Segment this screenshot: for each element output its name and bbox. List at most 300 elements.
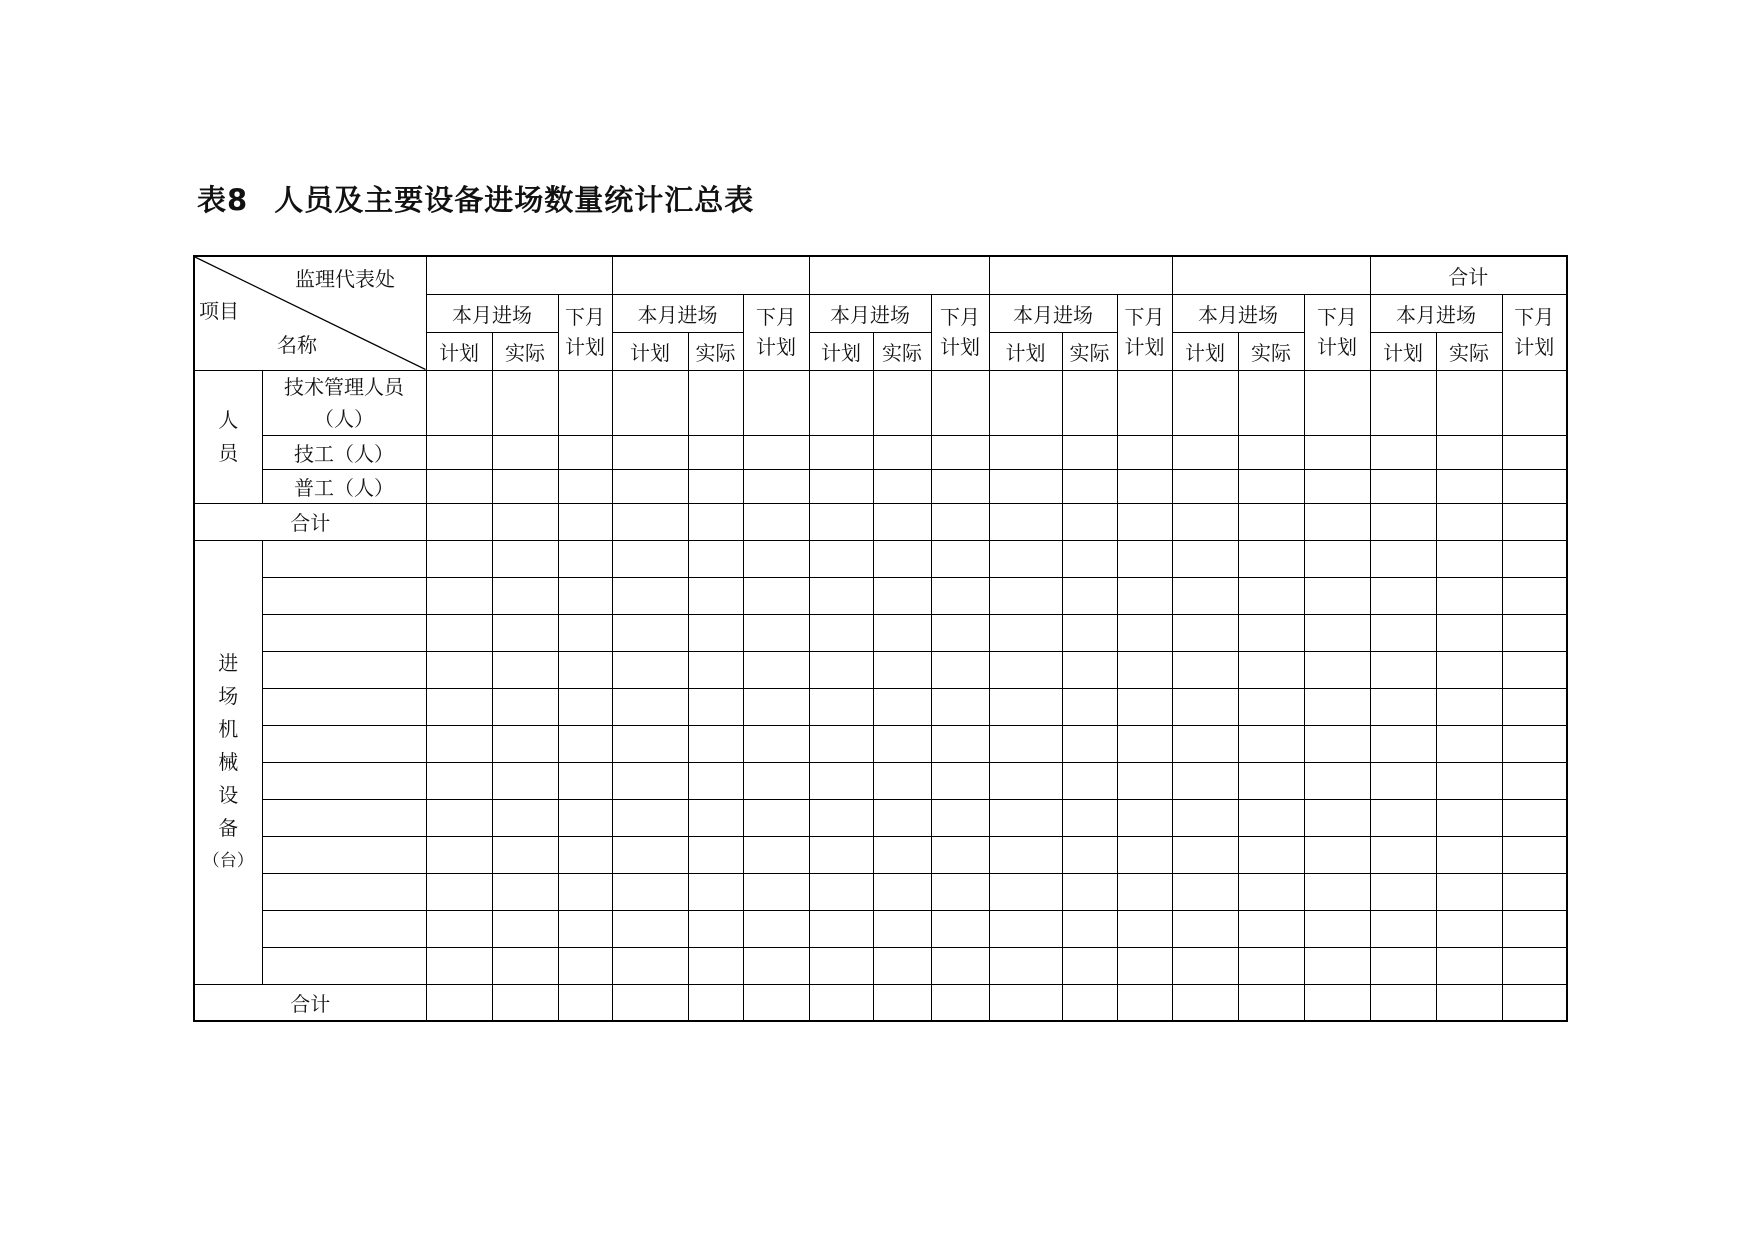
data-cell: [743, 651, 809, 688]
header-next-month-line2: 计划: [565, 335, 605, 359]
data-cell: [989, 947, 1062, 984]
data-cell: [1062, 651, 1117, 688]
equipment-total-label: 合计: [194, 984, 426, 1021]
data-cell: [1238, 836, 1304, 873]
data-cell: [1117, 577, 1172, 614]
data-cell: [873, 370, 931, 435]
data-cell: [612, 762, 688, 799]
equipment-group-char: 进: [218, 650, 239, 675]
data-cell: [492, 435, 558, 469]
data-cell: [931, 799, 989, 836]
data-cell: [1062, 540, 1117, 577]
data-cell: [492, 688, 558, 725]
data-cell: [1370, 614, 1436, 651]
data-cell: [1304, 762, 1370, 799]
table-row: [194, 651, 1567, 688]
data-cell: [1502, 503, 1567, 540]
data-cell: [743, 435, 809, 469]
data-cell: [426, 577, 492, 614]
data-cell: [1436, 688, 1502, 725]
data-cell: [1370, 725, 1436, 762]
header-total-group: 合计: [1370, 256, 1567, 294]
data-cell: [612, 435, 688, 469]
equipment-group-label: [194, 540, 262, 984]
data-cell: [1436, 503, 1502, 540]
data-cell: [1304, 503, 1370, 540]
data-cell: [931, 725, 989, 762]
data-cell: [1117, 873, 1172, 910]
data-cell: [1238, 873, 1304, 910]
data-cell: [931, 577, 989, 614]
data-cell: [873, 947, 931, 984]
table-row: [194, 688, 1567, 725]
header-office-cell: [1172, 256, 1370, 294]
data-cell: [688, 799, 743, 836]
data-cell: [989, 688, 1062, 725]
table-row: [194, 577, 1567, 614]
equipment-name-cell: [262, 873, 426, 910]
header-item: 项目: [199, 299, 239, 323]
data-cell: [558, 762, 612, 799]
data-cell: [426, 503, 492, 540]
personnel-row-label: 技工（人）: [262, 435, 426, 469]
data-cell: [1436, 577, 1502, 614]
table-row: [194, 947, 1567, 984]
data-cell: [1117, 984, 1172, 1021]
data-cell: [688, 540, 743, 577]
table-row: [194, 469, 1567, 503]
data-cell: [743, 577, 809, 614]
data-cell: [1304, 540, 1370, 577]
data-cell: [743, 947, 809, 984]
data-cell: [558, 873, 612, 910]
data-cell: [492, 799, 558, 836]
data-cell: [989, 799, 1062, 836]
data-cell: [989, 614, 1062, 651]
data-cell: [1436, 370, 1502, 435]
data-cell: [426, 540, 492, 577]
table-row: [194, 984, 1567, 1021]
data-cell: [1370, 469, 1436, 503]
data-cell: [743, 836, 809, 873]
data-cell: [1238, 435, 1304, 469]
data-cell: [1304, 469, 1370, 503]
data-cell: [1172, 540, 1238, 577]
data-cell: [809, 688, 873, 725]
data-cell: [873, 651, 931, 688]
data-cell: [688, 435, 743, 469]
header-next-month-plan: [1502, 294, 1567, 370]
data-cell: [989, 984, 1062, 1021]
data-cell: [931, 947, 989, 984]
data-cell: [809, 614, 873, 651]
data-cell: [492, 614, 558, 651]
table-title: 人员及主要设备进场数量统计汇总表: [274, 183, 755, 217]
data-cell: [1502, 984, 1567, 1021]
data-cell: [1172, 469, 1238, 503]
equipment-name-cell: [262, 762, 426, 799]
data-cell: [612, 370, 688, 435]
personnel-row-label-line2: （人）: [314, 406, 374, 431]
data-cell: [1238, 799, 1304, 836]
data-cell: [1370, 984, 1436, 1021]
header-this-month: 本月进场: [1172, 294, 1304, 332]
equipment-name-cell: [262, 651, 426, 688]
data-cell: [688, 762, 743, 799]
header-next-month-line1: 下月: [1514, 305, 1555, 329]
table-row: [194, 370, 1567, 435]
header-actual: 实际: [873, 332, 931, 370]
data-cell: [931, 614, 989, 651]
data-cell: [492, 947, 558, 984]
data-cell: [688, 577, 743, 614]
header-plan: 计划: [809, 332, 873, 370]
data-cell: [1172, 910, 1238, 947]
page-title: [197, 180, 754, 220]
data-cell: [989, 540, 1062, 577]
data-cell: [1502, 799, 1567, 836]
header-plan: 计划: [612, 332, 688, 370]
data-cell: [1117, 947, 1172, 984]
data-cell: [492, 984, 558, 1021]
data-cell: [1304, 836, 1370, 873]
data-cell: [688, 651, 743, 688]
data-cell: [1238, 725, 1304, 762]
data-cell: [688, 836, 743, 873]
data-cell: [1304, 688, 1370, 725]
data-cell: [989, 762, 1062, 799]
data-cell: [1370, 762, 1436, 799]
data-cell: [1117, 799, 1172, 836]
data-cell: [1304, 577, 1370, 614]
data-cell: [1370, 503, 1436, 540]
personnel-subtotal-label: 合计: [194, 503, 426, 540]
data-cell: [1238, 947, 1304, 984]
data-cell: [426, 947, 492, 984]
data-cell: [492, 577, 558, 614]
data-cell: [1238, 614, 1304, 651]
data-cell: [558, 503, 612, 540]
equipment-name-cell: [262, 947, 426, 984]
data-cell: [1436, 836, 1502, 873]
data-cell: [612, 947, 688, 984]
header-this-month: 本月进场: [612, 294, 743, 332]
data-cell: [1062, 910, 1117, 947]
data-cell: [1304, 370, 1370, 435]
personnel-row-label: [262, 370, 426, 435]
header-this-month: 本月进场: [1370, 294, 1502, 332]
data-cell: [931, 688, 989, 725]
data-cell: [1304, 435, 1370, 469]
data-cell: [809, 762, 873, 799]
data-cell: [809, 370, 873, 435]
data-cell: [873, 469, 931, 503]
data-cell: [612, 725, 688, 762]
data-cell: [492, 503, 558, 540]
personnel-group-char: 人: [218, 407, 239, 432]
data-cell: [612, 799, 688, 836]
data-cell: [931, 370, 989, 435]
data-cell: [931, 873, 989, 910]
data-cell: [931, 910, 989, 947]
data-cell: [1238, 503, 1304, 540]
header-actual: 实际: [688, 332, 743, 370]
data-cell: [688, 725, 743, 762]
data-cell: [873, 725, 931, 762]
data-cell: [1370, 799, 1436, 836]
header-next-month-line1: 下月: [940, 305, 980, 329]
data-cell: [931, 984, 989, 1021]
data-cell: [1502, 762, 1567, 799]
data-cell: [426, 799, 492, 836]
table-row: [194, 435, 1567, 469]
data-cell: [1117, 469, 1172, 503]
data-cell: [1117, 614, 1172, 651]
header-plan: 计划: [989, 332, 1062, 370]
data-cell: [492, 910, 558, 947]
data-cell: [612, 577, 688, 614]
data-cell: [426, 762, 492, 799]
equipment-name-cell: [262, 614, 426, 651]
data-cell: [873, 984, 931, 1021]
table-row: [194, 873, 1567, 910]
equipment-name-cell: [262, 688, 426, 725]
data-cell: [931, 435, 989, 469]
data-cell: [1117, 725, 1172, 762]
statistics-table: [193, 255, 1568, 1022]
data-cell: [873, 435, 931, 469]
data-cell: [931, 651, 989, 688]
data-cell: [1304, 614, 1370, 651]
data-cell: [1172, 725, 1238, 762]
data-cell: [873, 577, 931, 614]
data-cell: [1370, 370, 1436, 435]
header-supervision-office: 监理代表处: [295, 267, 395, 291]
data-cell: [1304, 984, 1370, 1021]
data-cell: [688, 469, 743, 503]
header-actual: 实际: [492, 332, 558, 370]
data-cell: [1436, 984, 1502, 1021]
header-this-month: 本月进场: [809, 294, 931, 332]
table-row: [194, 725, 1567, 762]
data-cell: [1172, 984, 1238, 1021]
data-cell: [743, 910, 809, 947]
header-next-month-plan: [743, 294, 809, 370]
equipment-name-cell: [262, 836, 426, 873]
data-cell: [931, 762, 989, 799]
table-row: [194, 614, 1567, 651]
equipment-name-cell: [262, 725, 426, 762]
data-cell: [1502, 725, 1567, 762]
data-cell: [989, 435, 1062, 469]
table-row: [194, 762, 1567, 799]
data-cell: [612, 651, 688, 688]
data-cell: [1062, 688, 1117, 725]
data-cell: [1172, 503, 1238, 540]
data-cell: [1172, 762, 1238, 799]
data-cell: [873, 910, 931, 947]
data-cell: [809, 540, 873, 577]
data-cell: [809, 725, 873, 762]
data-cell: [1117, 836, 1172, 873]
data-cell: [492, 836, 558, 873]
data-cell: [989, 469, 1062, 503]
data-cell: [1370, 651, 1436, 688]
data-cell: [1062, 799, 1117, 836]
header-next-month-plan: [931, 294, 989, 370]
data-cell: [1238, 984, 1304, 1021]
data-cell: [688, 688, 743, 725]
data-cell: [1172, 947, 1238, 984]
data-cell: [558, 799, 612, 836]
data-cell: [1062, 836, 1117, 873]
data-cell: [873, 540, 931, 577]
data-cell: [1172, 873, 1238, 910]
data-cell: [1304, 947, 1370, 984]
data-cell: [558, 577, 612, 614]
data-cell: [1172, 688, 1238, 725]
header-this-month: 本月进场: [426, 294, 558, 332]
data-cell: [743, 799, 809, 836]
data-cell: [1370, 688, 1436, 725]
data-cell: [612, 469, 688, 503]
data-cell: [612, 873, 688, 910]
header-office-cell: [809, 256, 989, 294]
data-cell: [1370, 435, 1436, 469]
data-cell: [873, 688, 931, 725]
equipment-group-unit: （台）: [202, 850, 254, 871]
data-cell: [989, 370, 1062, 435]
personnel-row-label-line1: 技术管理人员: [284, 374, 404, 399]
equipment-group-char: 设: [218, 782, 239, 807]
data-cell: [989, 577, 1062, 614]
table-row: [194, 503, 1567, 540]
header-name: 名称: [277, 333, 317, 357]
data-cell: [612, 910, 688, 947]
data-cell: [1436, 947, 1502, 984]
data-cell: [1304, 651, 1370, 688]
table-row: [194, 836, 1567, 873]
data-cell: [558, 435, 612, 469]
data-cell: [688, 614, 743, 651]
data-cell: [1502, 614, 1567, 651]
data-cell: [743, 469, 809, 503]
data-cell: [492, 469, 558, 503]
data-cell: [1238, 910, 1304, 947]
data-cell: [809, 910, 873, 947]
data-cell: [743, 984, 809, 1021]
data-cell: [809, 799, 873, 836]
data-cell: [1370, 540, 1436, 577]
data-cell: [1502, 873, 1567, 910]
data-cell: [426, 370, 492, 435]
data-cell: [1502, 435, 1567, 469]
header-plan: 计划: [426, 332, 492, 370]
header-next-month-line2: 计划: [1514, 335, 1555, 359]
data-cell: [426, 873, 492, 910]
data-cell: [1238, 469, 1304, 503]
header-next-month-line1: 下月: [1124, 305, 1165, 329]
data-cell: [1370, 947, 1436, 984]
data-cell: [1062, 469, 1117, 503]
data-cell: [1436, 873, 1502, 910]
data-cell: [1062, 873, 1117, 910]
data-cell: [873, 873, 931, 910]
data-cell: [426, 836, 492, 873]
data-cell: [1238, 540, 1304, 577]
data-cell: [492, 762, 558, 799]
table-row: [194, 910, 1567, 947]
header-plan: 计划: [1172, 332, 1238, 370]
data-cell: [1238, 370, 1304, 435]
header-next-month-line2: 计划: [940, 335, 980, 359]
data-cell: [1436, 762, 1502, 799]
data-cell: [1502, 651, 1567, 688]
data-cell: [492, 370, 558, 435]
data-cell: [426, 984, 492, 1021]
data-cell: [931, 503, 989, 540]
header-next-month-plan: [1304, 294, 1370, 370]
data-cell: [873, 836, 931, 873]
equipment-name-cell: [262, 540, 426, 577]
data-cell: [989, 873, 1062, 910]
data-cell: [612, 984, 688, 1021]
equipment-group-char: 机: [218, 716, 239, 741]
data-cell: [1172, 370, 1238, 435]
data-cell: [1062, 370, 1117, 435]
header-next-month-line2: 计划: [756, 335, 796, 359]
equipment-name-cell: [262, 799, 426, 836]
data-cell: [809, 469, 873, 503]
data-cell: [558, 540, 612, 577]
data-cell: [612, 614, 688, 651]
data-cell: [1172, 651, 1238, 688]
data-cell: [1502, 469, 1567, 503]
equipment-group-char: 备: [218, 815, 239, 840]
data-cell: [1436, 725, 1502, 762]
data-cell: [1502, 947, 1567, 984]
data-cell: [989, 725, 1062, 762]
data-cell: [426, 688, 492, 725]
data-cell: [873, 503, 931, 540]
data-cell: [1117, 435, 1172, 469]
header-next-month-plan: [1117, 294, 1172, 370]
data-cell: [1502, 370, 1567, 435]
data-cell: [1117, 540, 1172, 577]
header-office-cell: [989, 256, 1172, 294]
data-cell: [492, 873, 558, 910]
data-cell: [612, 540, 688, 577]
data-cell: [1304, 873, 1370, 910]
data-cell: [426, 435, 492, 469]
data-cell: [1172, 435, 1238, 469]
data-cell: [1502, 688, 1567, 725]
header-next-month-line1: 下月: [1317, 305, 1357, 329]
data-cell: [1117, 910, 1172, 947]
data-cell: [1436, 469, 1502, 503]
data-cell: [809, 947, 873, 984]
data-cell: [1370, 577, 1436, 614]
data-cell: [1062, 614, 1117, 651]
header-office-cell: [426, 256, 612, 294]
data-cell: [1238, 762, 1304, 799]
data-cell: [743, 614, 809, 651]
data-cell: [809, 651, 873, 688]
data-cell: [809, 435, 873, 469]
data-cell: [426, 469, 492, 503]
data-cell: [989, 503, 1062, 540]
data-cell: [1436, 910, 1502, 947]
